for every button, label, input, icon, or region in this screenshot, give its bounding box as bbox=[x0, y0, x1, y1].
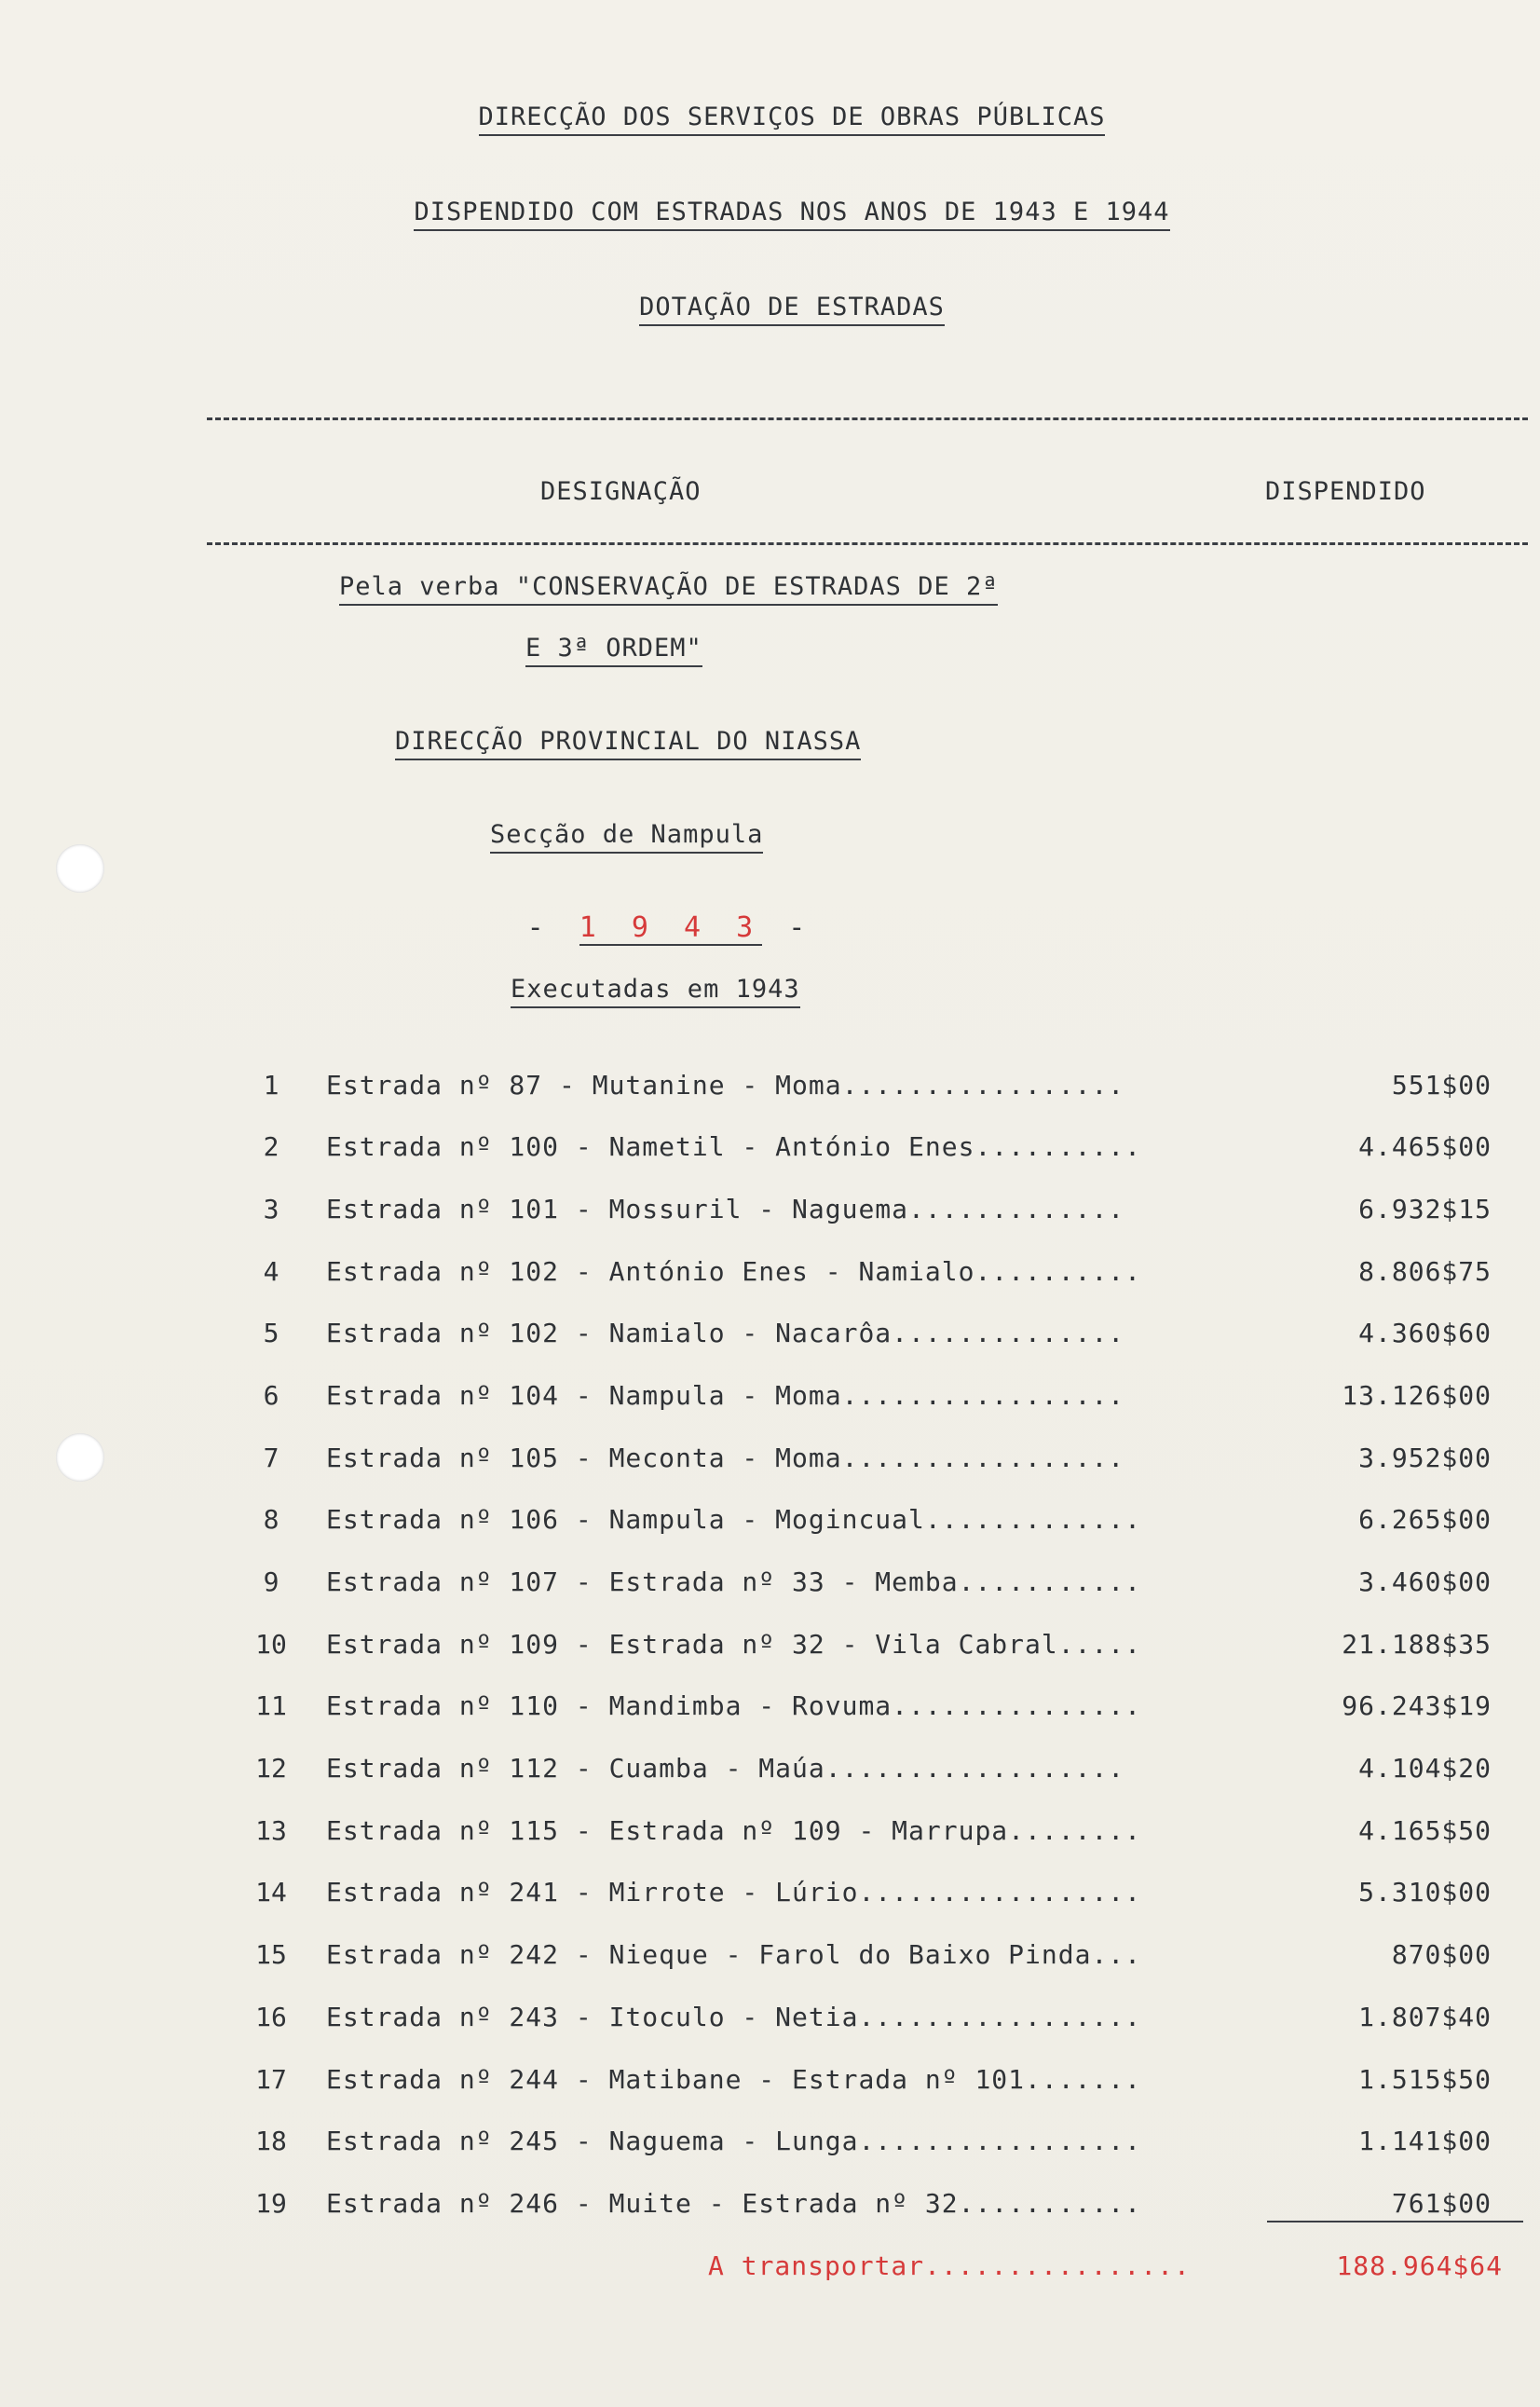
row-amount: 761$00 bbox=[1391, 2188, 1492, 2219]
table-row bbox=[0, 1690, 1540, 1735]
row-description: Estrada nº 87 - Mutanine - Moma................. bbox=[326, 1070, 1125, 1101]
row-amount: 551$00 bbox=[1391, 1070, 1492, 1101]
row-number: 19 bbox=[255, 2188, 287, 2219]
table-row bbox=[0, 1753, 1540, 1798]
column-header-designation: DESIGNAÇÃO bbox=[540, 477, 702, 506]
row-number: 1 bbox=[263, 1070, 279, 1101]
row-amount: 4.465$00 bbox=[1358, 1131, 1492, 1162]
table-row bbox=[0, 1939, 1540, 1984]
row-number: 3 bbox=[263, 1194, 279, 1224]
table-row bbox=[0, 1815, 1540, 1860]
header-subtitle bbox=[279, 198, 1304, 226]
top-dashed-rule bbox=[207, 417, 1528, 420]
row-description: Estrada nº 246 - Muite - Estrada nº 32........... bbox=[326, 2188, 1142, 2219]
row-number: 9 bbox=[263, 1566, 279, 1597]
row-number: 8 bbox=[263, 1504, 279, 1535]
row-number: 18 bbox=[255, 2126, 287, 2156]
row-number: 17 bbox=[255, 2064, 287, 2095]
row-number: 6 bbox=[263, 1380, 279, 1411]
header-dashed-rule bbox=[207, 542, 1528, 545]
row-amount: 4.360$60 bbox=[1358, 1318, 1492, 1348]
row-description: Estrada nº 106 - Nampula - Mogincual............. bbox=[326, 1504, 1142, 1535]
row-amount: 96.243$19 bbox=[1342, 1690, 1492, 1721]
year-dash-right: - bbox=[788, 911, 815, 944]
row-amount: 4.104$20 bbox=[1358, 1753, 1492, 1784]
header-dotation-text: DOTAÇÃO DE ESTRADAS bbox=[639, 293, 945, 326]
table-row bbox=[0, 1131, 1540, 1176]
row-amount: 870$00 bbox=[1391, 1939, 1492, 1970]
row-amount: 1.515$50 bbox=[1358, 2064, 1492, 2095]
row-description: Estrada nº 107 - Estrada nº 33 - Memba........... bbox=[326, 1566, 1142, 1597]
table-row bbox=[0, 1070, 1540, 1115]
row-amount: 21.188$35 bbox=[1342, 1629, 1492, 1660]
row-description: Estrada nº 112 - Cuamba - Maúa.................. bbox=[326, 1753, 1125, 1784]
row-number: 7 bbox=[263, 1443, 279, 1473]
row-description: Estrada nº 100 - Nametil - António Enes.......... bbox=[326, 1131, 1142, 1162]
subsection-title bbox=[490, 820, 763, 849]
row-description: Estrada nº 105 - Meconta - Moma................. bbox=[326, 1443, 1125, 1473]
table-row bbox=[0, 1380, 1540, 1425]
row-amount: 6.265$00 bbox=[1358, 1504, 1492, 1535]
row-number: 16 bbox=[255, 2002, 287, 2032]
row-description: Estrada nº 241 - Mirrote - Lúrio................. bbox=[326, 1877, 1142, 1908]
year-dash-left: - bbox=[526, 911, 553, 944]
row-number: 11 bbox=[255, 1690, 287, 1721]
row-amount: 3.952$00 bbox=[1358, 1443, 1492, 1473]
verba-line-1-text: Pela verba "CONSERVAÇÃO DE ESTRADAS DE 2ª bbox=[339, 572, 998, 606]
row-number: 4 bbox=[263, 1256, 279, 1287]
row-amount: 8.806$75 bbox=[1358, 1256, 1492, 1287]
header-dotation bbox=[279, 293, 1304, 321]
punch-hole-top bbox=[56, 844, 104, 893]
table-row bbox=[0, 2126, 1540, 2170]
row-description: Estrada nº 115 - Estrada nº 109 - Marrupa........ bbox=[326, 1815, 1142, 1846]
row-amount: 4.165$50 bbox=[1358, 1815, 1492, 1846]
row-description: Estrada nº 110 - Mandimba - Rovuma............... bbox=[326, 1690, 1142, 1721]
verba-line-2-text: E 3ª ORDEM" bbox=[525, 634, 702, 667]
row-description: Estrada nº 102 - Namialo - Nacarôa.............. bbox=[326, 1318, 1125, 1348]
table-row bbox=[0, 1318, 1540, 1362]
row-amount: 13.126$00 bbox=[1342, 1380, 1492, 1411]
table-row bbox=[0, 1443, 1540, 1487]
row-description: Estrada nº 243 - Itoculo - Netia................. bbox=[326, 2002, 1142, 2032]
table-row bbox=[0, 2064, 1540, 2109]
row-number: 2 bbox=[263, 1131, 279, 1162]
row-number: 12 bbox=[255, 1753, 287, 1784]
carry-forward-label: A transportar................ bbox=[708, 2250, 1191, 2281]
table-row bbox=[0, 1877, 1540, 1921]
row-amount: 1.807$40 bbox=[1358, 2002, 1492, 2032]
direction-title bbox=[395, 727, 861, 756]
year-digits: 1 9 4 3 bbox=[579, 911, 763, 944]
row-number: 13 bbox=[255, 1815, 287, 1846]
verba-line-1 bbox=[339, 572, 998, 601]
row-description: Estrada nº 245 - Naguema - Lunga................. bbox=[326, 2126, 1142, 2156]
column-header-spent: DISPENDIDO bbox=[1265, 477, 1426, 506]
table-row bbox=[0, 1194, 1540, 1238]
table-row bbox=[0, 1256, 1540, 1301]
row-amount: 1.141$00 bbox=[1358, 2126, 1492, 2156]
row-amount: 5.310$00 bbox=[1358, 1877, 1492, 1908]
direction-title-text: DIRECÇÃO PROVINCIAL DO NIASSA bbox=[395, 727, 861, 760]
carry-forward-amount: 188.964$64 bbox=[1336, 2250, 1503, 2281]
row-description: Estrada nº 101 - Mossuril - Naguema............. bbox=[326, 1194, 1125, 1224]
table-row bbox=[0, 1504, 1540, 1549]
row-number: 15 bbox=[255, 1939, 287, 1970]
subsection-title-text: Secção de Nampula bbox=[490, 820, 763, 854]
verba-line-2 bbox=[525, 634, 702, 663]
row-description: Estrada nº 104 - Nampula - Moma................. bbox=[326, 1380, 1125, 1411]
row-description: Estrada nº 109 - Estrada nº 32 - Vila Cabral..... bbox=[326, 1629, 1142, 1660]
row-number: 14 bbox=[255, 1877, 287, 1908]
table-row bbox=[0, 1629, 1540, 1674]
table-row bbox=[0, 1566, 1540, 1611]
executed-title bbox=[511, 975, 800, 1004]
table-row bbox=[0, 2002, 1540, 2046]
row-amount: 6.932$15 bbox=[1358, 1194, 1492, 1224]
row-description: Estrada nº 102 - António Enes - Namialo.......... bbox=[326, 1256, 1142, 1287]
header-title-text: DIRECÇÃO DOS SERVIÇOS DE OBRAS PÚBLICAS bbox=[479, 103, 1106, 136]
executed-title-text: Executadas em 1943 bbox=[511, 975, 800, 1008]
row-number: 5 bbox=[263, 1318, 279, 1348]
row-description: Estrada nº 242 - Nieque - Farol do Baixo Pinda... bbox=[326, 1939, 1142, 1970]
row-number: 10 bbox=[255, 1629, 287, 1660]
year-heading bbox=[522, 911, 820, 944]
sum-underline bbox=[1267, 2221, 1523, 2222]
header-subtitle-text: DISPENDIDO COM ESTRADAS NOS ANOS DE 1943 E 1944 bbox=[414, 198, 1169, 231]
table-row bbox=[0, 2188, 1540, 2233]
header-title bbox=[279, 103, 1304, 131]
row-description: Estrada nº 244 - Matibane - Estrada nº 101....... bbox=[326, 2064, 1142, 2095]
row-amount: 3.460$00 bbox=[1358, 1566, 1492, 1597]
